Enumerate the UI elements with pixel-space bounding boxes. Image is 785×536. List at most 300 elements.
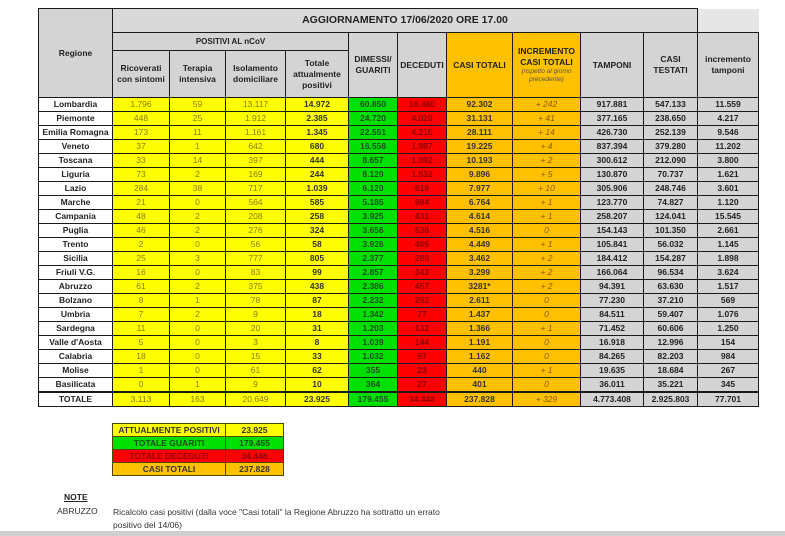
cell-terapia: 0: [170, 196, 226, 210]
cell-deceduti: 23: [398, 364, 447, 378]
cell-ricoverati: 173: [113, 126, 170, 140]
cell-incremento-tamponi: 569: [698, 294, 759, 308]
cell-regione: Campania: [39, 210, 113, 224]
cell-casi-testati: 70.737: [644, 168, 698, 182]
cell-incremento: 0: [513, 336, 581, 350]
cell-incremento-tamponi: 2.661: [698, 224, 759, 238]
table-row: [39, 252, 759, 266]
cell-dimessi: 60.850: [349, 98, 398, 112]
cell-regione: Veneto: [39, 140, 113, 154]
cell-casi-totali: 31.131: [447, 112, 513, 126]
cell-totale-positivi: 23.925: [286, 392, 349, 407]
cell-regione: Friuli V.G.: [39, 266, 113, 280]
table-row: [39, 126, 759, 140]
header-deceduti: DECEDUTI: [398, 33, 447, 98]
table-row: [39, 98, 759, 112]
header-incremento-label: INCREMENTO CASI TOTALI: [518, 46, 575, 67]
cell-totale-positivi: 18: [286, 308, 349, 322]
cell-casi-testati: 59.407: [644, 308, 698, 322]
cell-ricoverati: 25: [113, 252, 170, 266]
cell-tamponi: 77.230: [581, 294, 644, 308]
covid-regional-table: [38, 8, 759, 407]
cell-deceduti: 4.020: [398, 112, 447, 126]
cell-incremento-tamponi: 1.145: [698, 238, 759, 252]
cell-totale-positivi: 244: [286, 168, 349, 182]
cell-ricoverati: 8: [113, 294, 170, 308]
cell-regione: Sicilia: [39, 252, 113, 266]
cell-casi-testati: 212.090: [644, 154, 698, 168]
cell-ricoverati: 46: [113, 224, 170, 238]
cell-deceduti: 27: [398, 378, 447, 393]
cell-casi-totali: 3281*: [447, 280, 513, 294]
cell-isolamento: 1.912: [226, 112, 286, 126]
cell-isolamento: 13.117: [226, 98, 286, 112]
cell-regione: Basilicata: [39, 378, 113, 393]
header-terapia: Terapia intensiva: [170, 51, 226, 98]
cell-incremento: + 329: [513, 392, 581, 407]
cell-regione: Valle d'Aosta: [39, 336, 113, 350]
cell-incremento-tamponi: 15.545: [698, 210, 759, 224]
cell-tamponi: 94.391: [581, 280, 644, 294]
cell-casi-totali: 3.462: [447, 252, 513, 266]
cell-tamponi: 917.881: [581, 98, 644, 112]
cell-tamponi: 258.207: [581, 210, 644, 224]
cell-casi-totali: 9.896: [447, 168, 513, 182]
cell-incremento-tamponi: 154: [698, 336, 759, 350]
cell-terapia: 1: [170, 140, 226, 154]
cell-casi-testati: 63.630: [644, 280, 698, 294]
table-row: [39, 322, 759, 336]
cell-incremento: + 1: [513, 196, 581, 210]
cell-regione: Emilia Romagna: [39, 126, 113, 140]
cell-regione: Bolzano: [39, 294, 113, 308]
cell-casi-totali: 3.299: [447, 266, 513, 280]
cell-isolamento: 208: [226, 210, 286, 224]
cell-terapia: 163: [170, 392, 226, 407]
cell-isolamento: 56: [226, 238, 286, 252]
cell-incremento: + 1: [513, 238, 581, 252]
cell-casi-totali: 237.828: [447, 392, 513, 407]
cell-incremento: + 1: [513, 210, 581, 224]
summary-label: TOTALE GUARITI: [113, 437, 226, 450]
cell-ricoverati: 16: [113, 266, 170, 280]
cell-casi-testati: 18.684: [644, 364, 698, 378]
header-tamponi: TAMPONI: [581, 33, 644, 98]
table-row: [39, 196, 759, 210]
cell-ricoverati: 284: [113, 182, 170, 196]
cell-incremento: + 10: [513, 182, 581, 196]
cell-terapia: 14: [170, 154, 226, 168]
cell-totale-positivi: 33: [286, 350, 349, 364]
header-group-positivi: POSITIVI AL nCoV: [113, 33, 349, 51]
cell-tamponi: 377.165: [581, 112, 644, 126]
cell-tamponi: 166.064: [581, 266, 644, 280]
cell-deceduti: 465: [398, 238, 447, 252]
cell-terapia: 0: [170, 364, 226, 378]
cell-incremento-tamponi: 1.120: [698, 196, 759, 210]
cell-dimessi: 2.232: [349, 294, 398, 308]
cell-casi-totali: 10.193: [447, 154, 513, 168]
cell-isolamento: 1.161: [226, 126, 286, 140]
cell-casi-totali: 6.764: [447, 196, 513, 210]
cell-totale-positivi: 58: [286, 238, 349, 252]
cell-casi-testati: 35.221: [644, 378, 698, 393]
cell-deceduti: 292: [398, 294, 447, 308]
notes-region: ABRUZZO: [57, 506, 98, 516]
cell-dimessi: 179.455: [349, 392, 398, 407]
cell-deceduti: 818: [398, 182, 447, 196]
cell-isolamento: 20: [226, 322, 286, 336]
cell-incremento: 0: [513, 350, 581, 364]
table-row: [39, 140, 759, 154]
cell-totale-positivi: 8: [286, 336, 349, 350]
cell-incremento-tamponi: 3.624: [698, 266, 759, 280]
cell-dimessi: 3.926: [349, 238, 398, 252]
cell-incremento-tamponi: 4.217: [698, 112, 759, 126]
cell-casi-testati: 238.650: [644, 112, 698, 126]
cell-incremento-tamponi: 3.601: [698, 182, 759, 196]
cell-tamponi: 154.143: [581, 224, 644, 238]
summary-label: CASI TOTALI: [113, 463, 226, 476]
summary-value: 34.448: [226, 450, 284, 463]
cell-dimessi: 16.558: [349, 140, 398, 154]
cell-casi-totali: 1.162: [447, 350, 513, 364]
cell-incremento: + 14: [513, 126, 581, 140]
table-row: [39, 308, 759, 322]
header-incremento-note: (rispetto al giorno precedente): [521, 68, 572, 83]
cell-ricoverati: 3.113: [113, 392, 170, 407]
cell-casi-testati: 56.032: [644, 238, 698, 252]
cell-dimessi: 1.032: [349, 350, 398, 364]
cell-dimessi: 1.203: [349, 322, 398, 336]
cell-ricoverati: 1.796: [113, 98, 170, 112]
cell-isolamento: 375: [226, 280, 286, 294]
cell-totale-positivi: 87: [286, 294, 349, 308]
cell-regione: Umbria: [39, 308, 113, 322]
cell-dimessi: 355: [349, 364, 398, 378]
cell-deceduti: 97: [398, 350, 447, 364]
table-body: [39, 98, 759, 407]
cell-casi-totali: 19.225: [447, 140, 513, 154]
cell-incremento: + 4: [513, 140, 581, 154]
header-blank: [698, 9, 759, 33]
cell-deceduti: 1.092: [398, 154, 447, 168]
cell-dimessi: 8.120: [349, 168, 398, 182]
cell-casi-testati: 154.287: [644, 252, 698, 266]
cell-casi-totali: 2.611: [447, 294, 513, 308]
cell-deceduti: 343: [398, 266, 447, 280]
cell-regione: Lazio: [39, 182, 113, 196]
cell-isolamento: 564: [226, 196, 286, 210]
cell-tamponi: 426.730: [581, 126, 644, 140]
cell-incremento: + 1: [513, 322, 581, 336]
cell-terapia: 1: [170, 378, 226, 393]
cell-casi-testati: 96.534: [644, 266, 698, 280]
notes-text: Ricalcolo casi positivi (dalla voce "Casi totali" la Regione Abruzzo ha sottratto un errato positivo del 14/06): [113, 507, 440, 530]
cell-incremento-tamponi: 1.898: [698, 252, 759, 266]
cell-isolamento: 777: [226, 252, 286, 266]
table-row: [39, 364, 759, 378]
cell-isolamento: 717: [226, 182, 286, 196]
cell-terapia: 0: [170, 322, 226, 336]
cell-terapia: 59: [170, 98, 226, 112]
cell-casi-totali: 440: [447, 364, 513, 378]
cell-deceduti: 77: [398, 308, 447, 322]
cell-incremento: + 2: [513, 154, 581, 168]
bottom-edge: [0, 531, 785, 536]
cell-regione: Marche: [39, 196, 113, 210]
cell-casi-totali: 1.366: [447, 322, 513, 336]
cell-incremento: + 41: [513, 112, 581, 126]
cell-regione: TOTALE: [39, 392, 113, 407]
cell-isolamento: 169: [226, 168, 286, 182]
header-regione: Regione: [39, 9, 113, 98]
cell-incremento-tamponi: 267: [698, 364, 759, 378]
cell-tamponi: 105.841: [581, 238, 644, 252]
cell-dimessi: 2.386: [349, 280, 398, 294]
header-incremento: [513, 33, 581, 98]
cell-tamponi: 4.773.408: [581, 392, 644, 407]
cell-terapia: 0: [170, 350, 226, 364]
cell-casi-totali: 1.191: [447, 336, 513, 350]
cell-ricoverati: 11: [113, 322, 170, 336]
cell-incremento: + 242: [513, 98, 581, 112]
cell-tamponi: 84.511: [581, 308, 644, 322]
summary-row: [113, 450, 284, 463]
cell-terapia: 2: [170, 224, 226, 238]
table-row-totale: [39, 392, 759, 407]
cell-isolamento: 15: [226, 350, 286, 364]
notes-title: NOTE: [64, 492, 88, 502]
cell-totale-positivi: 680: [286, 140, 349, 154]
cell-isolamento: 9: [226, 378, 286, 393]
cell-regione: Abruzzo: [39, 280, 113, 294]
cell-regione: Toscana: [39, 154, 113, 168]
cell-totale-positivi: 585: [286, 196, 349, 210]
cell-terapia: 2: [170, 308, 226, 322]
cell-terapia: 0: [170, 238, 226, 252]
report-title: AGGIORNAMENTO 17/06/2020 ORE 17.00: [113, 9, 698, 33]
cell-totale-positivi: 438: [286, 280, 349, 294]
cell-deceduti: 34.448: [398, 392, 447, 407]
cell-tamponi: 305.906: [581, 182, 644, 196]
cell-deceduti: 144: [398, 336, 447, 350]
cell-isolamento: 276: [226, 224, 286, 238]
cell-incremento-tamponi: 1.076: [698, 308, 759, 322]
cell-deceduti: 994: [398, 196, 447, 210]
cell-regione: Lombardia: [39, 98, 113, 112]
cell-casi-testati: 2.925.803: [644, 392, 698, 407]
cell-casi-totali: 92.302: [447, 98, 513, 112]
cell-casi-totali: 1.437: [447, 308, 513, 322]
cell-terapia: 0: [170, 336, 226, 350]
cell-regione: Puglia: [39, 224, 113, 238]
cell-dimessi: 22.551: [349, 126, 398, 140]
cell-isolamento: 9: [226, 308, 286, 322]
cell-totale-positivi: 99: [286, 266, 349, 280]
cell-deceduti: 16.480: [398, 98, 447, 112]
cell-tamponi: 36.011: [581, 378, 644, 393]
cell-casi-testati: 124.041: [644, 210, 698, 224]
cell-isolamento: 20.649: [226, 392, 286, 407]
header-isolamento: Isolamento domiciliare: [226, 51, 286, 98]
cell-dimessi: 1.342: [349, 308, 398, 322]
cell-incremento: 0: [513, 224, 581, 238]
cell-totale-positivi: 1.345: [286, 126, 349, 140]
cell-terapia: 25: [170, 112, 226, 126]
cell-casi-testati: 12.996: [644, 336, 698, 350]
header-dimessi: DIMESSI/ GUARITI: [349, 33, 398, 98]
table-row: [39, 112, 759, 126]
cell-ricoverati: 73: [113, 168, 170, 182]
table-row: [39, 210, 759, 224]
cell-ricoverati: 33: [113, 154, 170, 168]
cell-tamponi: 300.612: [581, 154, 644, 168]
cell-dimessi: 24.720: [349, 112, 398, 126]
cell-totale-positivi: 444: [286, 154, 349, 168]
cell-terapia: 0: [170, 266, 226, 280]
cell-terapia: 1: [170, 294, 226, 308]
cell-incremento-tamponi: 11.202: [698, 140, 759, 154]
cell-deceduti: 4.215: [398, 126, 447, 140]
cell-terapia: 2: [170, 210, 226, 224]
summary-value: 179.455: [226, 437, 284, 450]
summary-row: [113, 437, 284, 450]
cell-dimessi: 5.185: [349, 196, 398, 210]
table-row: [39, 280, 759, 294]
cell-incremento-tamponi: 345: [698, 378, 759, 393]
cell-dimessi: 3.925: [349, 210, 398, 224]
cell-casi-totali: 4.614: [447, 210, 513, 224]
cell-casi-totali: 28.111: [447, 126, 513, 140]
cell-totale-positivi: 14.972: [286, 98, 349, 112]
table-row: [39, 266, 759, 280]
cell-totale-positivi: 2.385: [286, 112, 349, 126]
cell-tamponi: 123.770: [581, 196, 644, 210]
summary-value: 23.925: [226, 424, 284, 437]
cell-totale-positivi: 10: [286, 378, 349, 393]
cell-incremento: 0: [513, 294, 581, 308]
cell-ricoverati: 18: [113, 350, 170, 364]
cell-totale-positivi: 258: [286, 210, 349, 224]
cell-dimessi: 1.039: [349, 336, 398, 350]
cell-dimessi: 2.857: [349, 266, 398, 280]
cell-casi-testati: 379.280: [644, 140, 698, 154]
cell-incremento-tamponi: 9.546: [698, 126, 759, 140]
cell-ricoverati: 48: [113, 210, 170, 224]
cell-deceduti: 536: [398, 224, 447, 238]
cell-casi-testati: 101.350: [644, 224, 698, 238]
cell-totale-positivi: 31: [286, 322, 349, 336]
cell-totale-positivi: 805: [286, 252, 349, 266]
cell-isolamento: 3: [226, 336, 286, 350]
cell-totale-positivi: 1.039: [286, 182, 349, 196]
cell-incremento: + 2: [513, 252, 581, 266]
cell-dimessi: 2.377: [349, 252, 398, 266]
cell-regione: Molise: [39, 364, 113, 378]
header-incremento-tamponi: incremento tamponi: [698, 33, 759, 98]
cell-deceduti: 1.987: [398, 140, 447, 154]
cell-isolamento: 83: [226, 266, 286, 280]
header-totale-positivi: Totale attualmente positivi: [286, 51, 349, 98]
cell-terapia: 11: [170, 126, 226, 140]
cell-casi-totali: 4.516: [447, 224, 513, 238]
cell-deceduti: 431: [398, 210, 447, 224]
cell-incremento-tamponi: 11.559: [698, 98, 759, 112]
cell-casi-totali: 7.977: [447, 182, 513, 196]
cell-casi-testati: 60.606: [644, 322, 698, 336]
cell-dimessi: 364: [349, 378, 398, 393]
cell-regione: Sardegna: [39, 322, 113, 336]
table-row: [39, 168, 759, 182]
table-row: [39, 224, 759, 238]
header-casi-totali: CASI TOTALI: [447, 33, 513, 98]
cell-dimessi: 6.120: [349, 182, 398, 196]
cell-ricoverati: 37: [113, 140, 170, 154]
cell-incremento: 0: [513, 308, 581, 322]
cell-ricoverati: 61: [113, 280, 170, 294]
cell-regione: Calabria: [39, 350, 113, 364]
cell-tamponi: 837.394: [581, 140, 644, 154]
cell-deceduti: 280: [398, 252, 447, 266]
table-row: [39, 154, 759, 168]
cell-casi-testati: 82.203: [644, 350, 698, 364]
cell-casi-testati: 252.139: [644, 126, 698, 140]
summary-value: 237.828: [226, 463, 284, 476]
cell-incremento: 0: [513, 378, 581, 393]
cell-incremento-tamponi: 77.701: [698, 392, 759, 407]
cell-tamponi: 19.635: [581, 364, 644, 378]
cell-tamponi: 71.452: [581, 322, 644, 336]
summary-row: [113, 463, 284, 476]
cell-deceduti: 457: [398, 280, 447, 294]
table-row: [39, 336, 759, 350]
cell-regione: Liguria: [39, 168, 113, 182]
table-row: [39, 238, 759, 252]
table-row: [39, 294, 759, 308]
cell-totale-positivi: 324: [286, 224, 349, 238]
cell-tamponi: 84.265: [581, 350, 644, 364]
cell-isolamento: 397: [226, 154, 286, 168]
table-row: [39, 378, 759, 393]
cell-incremento: + 5: [513, 168, 581, 182]
cell-incremento: + 2: [513, 266, 581, 280]
table-row: [39, 350, 759, 364]
cell-regione: Trento: [39, 238, 113, 252]
cell-totale-positivi: 62: [286, 364, 349, 378]
header-ricoverati: Ricoverati con sintomi: [113, 51, 170, 98]
cell-incremento-tamponi: 3.800: [698, 154, 759, 168]
cell-ricoverati: 7: [113, 308, 170, 322]
cell-incremento: + 2: [513, 280, 581, 294]
cell-casi-totali: 4.449: [447, 238, 513, 252]
cell-dimessi: 3.656: [349, 224, 398, 238]
cell-deceduti: 1.532: [398, 168, 447, 182]
cell-casi-testati: 547.133: [644, 98, 698, 112]
cell-isolamento: 642: [226, 140, 286, 154]
cell-incremento-tamponi: 1.517: [698, 280, 759, 294]
cell-deceduti: 132: [398, 322, 447, 336]
cell-incremento-tamponi: 1.250: [698, 322, 759, 336]
summary-row: [113, 424, 284, 437]
cell-regione: Piemonte: [39, 112, 113, 126]
cell-terapia: 3: [170, 252, 226, 266]
table-row: [39, 182, 759, 196]
cell-dimessi: 8.657: [349, 154, 398, 168]
cell-casi-testati: 74.827: [644, 196, 698, 210]
cell-ricoverati: 1: [113, 364, 170, 378]
cell-casi-testati: 37.210: [644, 294, 698, 308]
